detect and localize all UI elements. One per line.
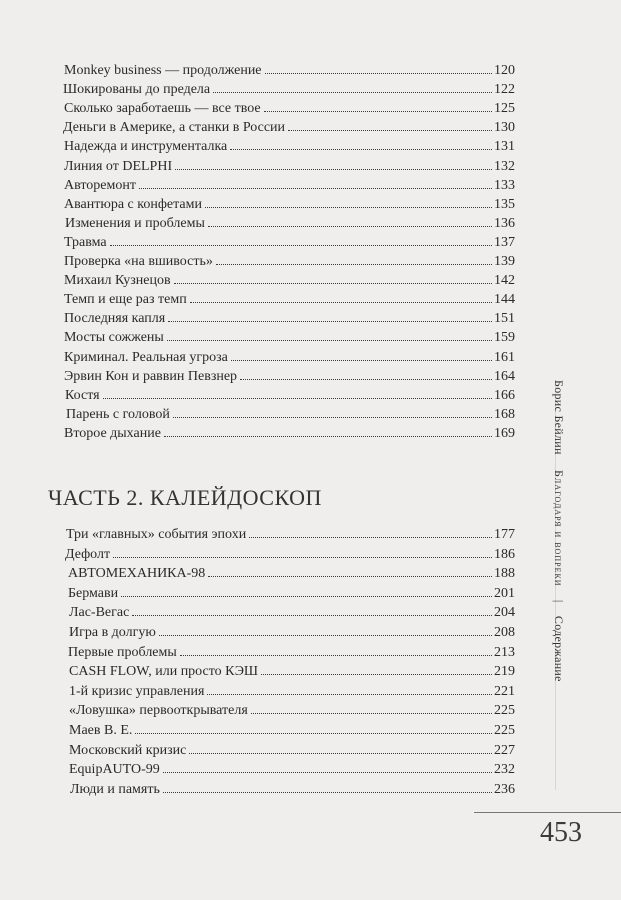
toc-entry-title: Московский кризис	[69, 742, 187, 758]
toc-entry	[64, 194, 515, 213]
toc-entry-page: 159	[494, 330, 515, 346]
toc-leader-dots	[190, 289, 492, 303]
toc-entry	[64, 347, 515, 366]
toc-leader-dots	[173, 404, 492, 418]
toc-leader-dots	[110, 232, 492, 246]
toc-entry-page: 232	[494, 762, 515, 778]
part-heading: ЧАСТЬ 2. КАЛЕЙДОСКОП	[48, 485, 322, 510]
toc-entry-title: Авантюра с конфетами	[64, 196, 202, 212]
toc-leader-dots	[240, 366, 492, 380]
toc-leader-dots	[288, 117, 492, 131]
toc-entry-title: Шокированы до предела	[63, 82, 211, 98]
toc-entry-title: Люди и память	[70, 781, 160, 797]
toc-entry-page: 213	[494, 644, 515, 660]
toc-leader-dots	[139, 175, 492, 189]
toc-entry-title: Последняя капля	[64, 311, 166, 327]
toc-entry-title: Травма	[64, 234, 107, 250]
toc-entry-title: Эрвин Кон и раввин Певзнер	[64, 368, 238, 384]
toc-leader-dots	[207, 681, 492, 695]
toc-entry-title: Михаил Кузнецов	[64, 273, 171, 289]
toc-entry	[64, 60, 515, 79]
toc-entry-page: 208	[494, 625, 515, 640]
toc-leader-dots	[180, 642, 492, 656]
toc-entry-title: Криминал. Реальная угроза	[64, 349, 228, 365]
toc-leader-dots	[208, 563, 492, 577]
toc-entry-title: EquipAUTO-99	[69, 762, 160, 778]
toc-entry-title: Сколько заработаешь — все твое	[64, 101, 261, 117]
toc-entry	[69, 700, 515, 719]
toc-entry	[66, 524, 515, 543]
toc-entry	[64, 175, 515, 194]
toc-entry	[63, 79, 515, 98]
toc-entry-page: 120	[494, 63, 515, 78]
toc-entry-page: 186	[494, 546, 515, 562]
toc-entry-page: 142	[494, 273, 515, 289]
toc-leader-dots	[264, 98, 492, 112]
running-head-book: Благодаря и вопреки	[552, 470, 566, 587]
toc-leader-dots	[167, 327, 492, 341]
toc-entry-page: 204	[494, 605, 515, 621]
toc-entry-page: 166	[494, 387, 515, 403]
toc-entry-page: 169	[494, 425, 515, 441]
toc-leader-dots	[205, 194, 492, 208]
toc-entry-title: Бермави	[68, 585, 119, 601]
running-head-text	[552, 380, 566, 682]
toc-leader-dots	[231, 347, 492, 361]
toc-entry-page: 122	[494, 82, 515, 98]
toc-entry	[70, 779, 515, 798]
toc-leader-dots	[121, 583, 492, 597]
toc-entry	[69, 740, 515, 759]
toc-entry	[63, 117, 515, 136]
toc-leader-dots	[213, 79, 492, 93]
toc-entry-title: 1-й кризис управления	[69, 683, 205, 699]
toc-entry-page: 225	[494, 723, 515, 738]
toc-leader-dots	[163, 779, 492, 793]
toc-entry	[65, 544, 515, 563]
toc-entry-page: 133	[494, 177, 515, 193]
toc-entry-title: Изменения и проблемы	[65, 215, 205, 231]
running-head-section: Содержание	[552, 615, 566, 682]
toc-entry	[69, 661, 515, 680]
toc-entry-page: 132	[494, 158, 515, 174]
toc-entry	[64, 232, 515, 251]
toc-entry-page: 139	[494, 254, 515, 269]
toc-entry-page: 130	[494, 120, 515, 136]
toc-entry	[64, 136, 515, 155]
toc-entry	[69, 622, 515, 641]
toc-leader-dots	[163, 759, 492, 773]
toc-leader-dots	[230, 136, 492, 150]
toc-entry-title: Деньги в Америке, а станки в России	[63, 120, 286, 136]
toc-entry-page: 164	[494, 368, 515, 384]
toc-entry	[64, 270, 515, 289]
toc-entry-title: Дефолт	[65, 546, 111, 562]
toc-entry	[68, 583, 515, 602]
folio-rule	[474, 812, 621, 813]
toc-entry-page: 227	[494, 742, 515, 758]
toc-entry-title: Второе дыхание	[64, 425, 161, 441]
toc-entry-title: Темп и еще раз темп	[64, 292, 187, 308]
toc-entry	[68, 563, 515, 582]
toc-entry-page: 137	[494, 234, 515, 250]
toc-leader-dots	[216, 251, 492, 265]
toc-entry-title: «Ловушка» первооткрывателя	[69, 703, 248, 719]
toc-entry	[64, 98, 515, 117]
toc-leader-dots	[174, 270, 492, 284]
toc-entry-page: 177	[494, 527, 515, 542]
toc-entry	[65, 385, 515, 404]
toc-entry-page: 151	[494, 311, 515, 327]
toc-leader-dots	[261, 661, 492, 675]
toc-entry-page: 136	[494, 215, 515, 231]
toc-entry-title: Линия от DELPHI	[64, 158, 173, 174]
toc-entry	[66, 404, 515, 423]
toc-entry-page: 131	[494, 139, 515, 155]
toc-entry-page: 219	[494, 664, 515, 680]
toc-entry	[64, 366, 515, 385]
toc-entry	[69, 681, 515, 700]
toc-entry-title: Игра в долгую	[69, 625, 156, 640]
running-head-author: Борис Бейлин	[552, 380, 566, 455]
toc-leader-dots	[265, 60, 492, 74]
toc-entry-page: 161	[494, 349, 515, 365]
toc-entry-page: 135	[494, 196, 515, 212]
toc-leader-dots	[103, 385, 492, 399]
toc-entry-title: Костя	[65, 387, 100, 403]
toc-entry-page: 144	[494, 292, 515, 308]
toc-entry	[64, 423, 515, 442]
toc-entry-page: 221	[494, 683, 515, 699]
toc-entry	[65, 213, 515, 232]
toc-entry-title: Первые проблемы	[68, 644, 177, 660]
toc-entry	[64, 327, 515, 346]
toc-entry	[69, 602, 515, 621]
toc-leader-dots	[168, 308, 492, 322]
toc-entry-title: Маев В. Е.	[69, 723, 133, 738]
toc-leader-dots	[164, 423, 492, 437]
toc-leader-dots	[251, 700, 492, 714]
toc-entry-title: Проверка «на вшивость»	[64, 254, 213, 269]
toc-leader-dots	[159, 622, 492, 636]
toc-entry-page: 188	[494, 566, 515, 582]
toc-entry-title: Мосты сожжены	[64, 330, 164, 346]
toc-entry	[64, 308, 515, 327]
toc-entry-title: Лас-Вегас	[69, 605, 130, 621]
toc-entry	[64, 289, 515, 308]
toc-entry	[68, 642, 515, 661]
toc-entry	[69, 759, 515, 778]
running-head-separator: |	[552, 599, 566, 603]
toc-entry-page: 201	[494, 585, 515, 601]
toc-entry-title: Авторемонт	[64, 177, 136, 193]
toc-entry-page: 168	[494, 406, 515, 422]
toc-leader-dots	[175, 156, 492, 170]
toc-entry-title: АВТОМЕХАНИКА-98	[68, 566, 206, 582]
toc-leader-dots	[189, 740, 492, 754]
toc-entry-title: CASH FLOW, или просто КЭШ	[69, 664, 259, 680]
toc-entry-page: 125	[494, 101, 515, 117]
toc-entry	[69, 720, 515, 739]
toc-entry-title: Monkey business — продолжение	[64, 63, 262, 78]
toc-entry	[64, 156, 515, 175]
toc-leader-dots	[249, 524, 492, 538]
page-number: 453	[540, 817, 582, 848]
toc-entry	[64, 251, 515, 270]
toc-entry-title: Парень с головой	[66, 406, 170, 422]
toc-entry-page: 225	[494, 703, 515, 719]
toc-leader-dots	[113, 544, 492, 558]
toc-leader-dots	[208, 213, 492, 227]
toc-entry-page: 236	[494, 781, 515, 797]
toc-leader-dots	[135, 720, 492, 734]
toc-entry-title: Надежда и инструменталка	[64, 139, 228, 155]
toc-entry-title: Три «главных» события эпохи	[66, 527, 247, 542]
running-head	[546, 380, 586, 780]
toc-leader-dots	[132, 602, 492, 616]
